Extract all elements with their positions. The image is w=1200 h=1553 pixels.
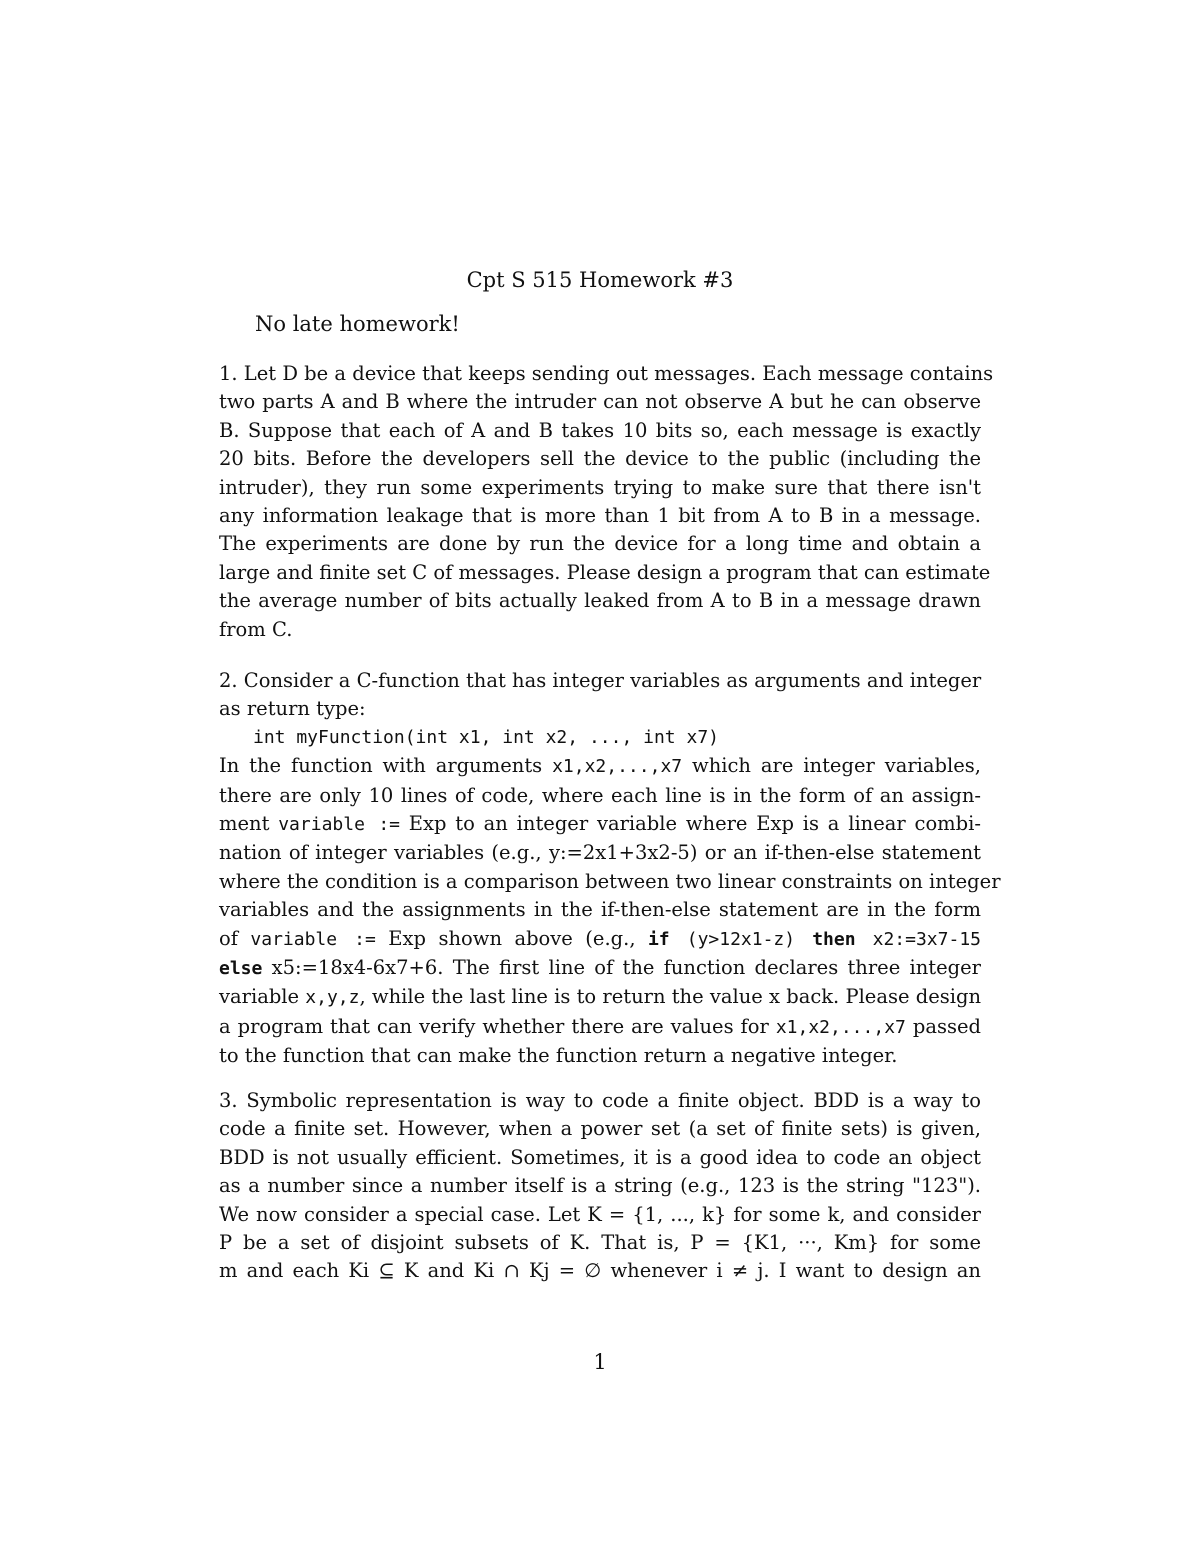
- problem-1-line: 20 bits. Before the developers sell the device to the public (including the: [219, 447, 981, 471]
- text-run: Exp shown above (e.g.,: [375, 926, 648, 950]
- problem-1-line: The experiments are done by run the device for a long time and obtain a: [219, 532, 981, 556]
- code-run: variable :=: [250, 928, 376, 950]
- text-run: of: [219, 926, 251, 950]
- problem-3-line: P be a set of disjoint subsets of K. That is, P = {K1, ···, Km} for some: [219, 1231, 981, 1255]
- problem-3-line: code a finite set. However, when a power set (a set of finite sets) is given,: [219, 1117, 981, 1141]
- problem-1-line: from C.: [219, 617, 293, 641]
- problem-3-line: as a number since a number itself is a string (e.g., 123 is the string "123").: [219, 1174, 981, 1198]
- problem-2-line: there are only 10 lines of code, where each line is in the form of an assign-: [219, 783, 981, 807]
- problem-2-line: as return type:: [219, 697, 366, 721]
- text-run: x5:=18x4-6x7+6. The first line of the function declares three integer: [262, 956, 981, 980]
- problem-3-line: BDD is not usually efficient. Sometimes, it is a good idea to code an object: [219, 1145, 981, 1169]
- problem-2-line: [219, 925, 981, 954]
- problem-2-line: [219, 752, 981, 781]
- text-run: which are integer variables,: [682, 754, 981, 778]
- code-run: x,y,z: [305, 987, 360, 1009]
- text-run: passed: [905, 1014, 982, 1038]
- problem-2-line: variables and the assignments in the if-then-else statement are in the form: [219, 898, 981, 922]
- problem-3-line: 3. Symbolic representation is way to code a finite object. BDD is a way to: [219, 1089, 981, 1112]
- problem-2-line: to the function that can make the function return a negative integer.: [219, 1044, 898, 1068]
- problem-2-line: nation of integer variables (e.g., y:=2x1+3x2-5) or an if-then-else statement: [219, 841, 981, 865]
- code-run: (y>12x1-z): [669, 928, 813, 950]
- text-run: Exp to an integer variable where Exp is a linear combi-: [400, 812, 981, 836]
- text-run: , while the last line is to return the value x back. Please design: [359, 985, 982, 1009]
- text-run: In the function with arguments: [219, 754, 553, 778]
- problem-1-line: the average number of bits actually leaked from A to B in a message drawn: [219, 589, 981, 613]
- keyword-run: else: [219, 958, 263, 980]
- code-run: x1,x2,...,x7: [775, 1016, 906, 1038]
- problem-3: [219, 1087, 981, 1286]
- keyword-run: if: [647, 928, 670, 950]
- code-run: x1,x2,...,x7: [552, 756, 683, 778]
- problem-2-line: where the condition is a comparison between two linear constraints on integer: [219, 869, 1001, 893]
- problem-1-line: intruder), they run some experiments trying to make sure that there isn't: [219, 475, 981, 499]
- keyword-run: then: [812, 928, 856, 950]
- problem-1-line: two parts A and B where the intruder can not observe A but he can observe: [219, 390, 981, 414]
- problem-2-line: [219, 810, 981, 839]
- text-run: variable: [219, 985, 306, 1009]
- problem-1-line: any information leakage that is more than 1 bit from A to B in a message.: [219, 504, 981, 528]
- problem-2-line: [219, 1013, 981, 1042]
- problem-2-line: [219, 983, 981, 1012]
- problem-1-line: B. Suppose that each of A and B takes 10 bits so, each message is exactly: [219, 418, 981, 442]
- problem-2: [219, 667, 1001, 1071]
- problem-3-line: m and each Ki ⊆ K and Ki ∩ Kj = ∅ whenever i ≠ j. I want to design an: [219, 1259, 981, 1283]
- page-title: Cpt S 515 Homework #3: [466, 268, 734, 292]
- problem-2-line: 2. Consider a C-function that has integer variables as arguments and integer: [219, 669, 982, 692]
- late-policy-note: No late homework!: [255, 312, 460, 336]
- problem-1-line: 1. Let D be a device that keeps sending out messages. Each message contains: [219, 362, 994, 385]
- problem-1: [219, 360, 994, 644]
- function-signature: int myFunction(int x1, int x2, ..., int x7): [253, 726, 719, 748]
- code-run: variable :=: [278, 814, 401, 836]
- code-run: x2:=3x7-15: [855, 928, 981, 950]
- problem-3-line: We now consider a special case. Let K = {1, ..., k} for some k, and consider: [219, 1202, 981, 1226]
- text-run: a program that can verify whether there are values for: [219, 1014, 776, 1038]
- text-run: ment: [219, 812, 279, 836]
- problem-1-line: large and finite set C of messages. Please design a program that can estimate: [219, 560, 991, 584]
- problem-2-line: [219, 954, 981, 983]
- page-number: 1: [593, 1350, 607, 1374]
